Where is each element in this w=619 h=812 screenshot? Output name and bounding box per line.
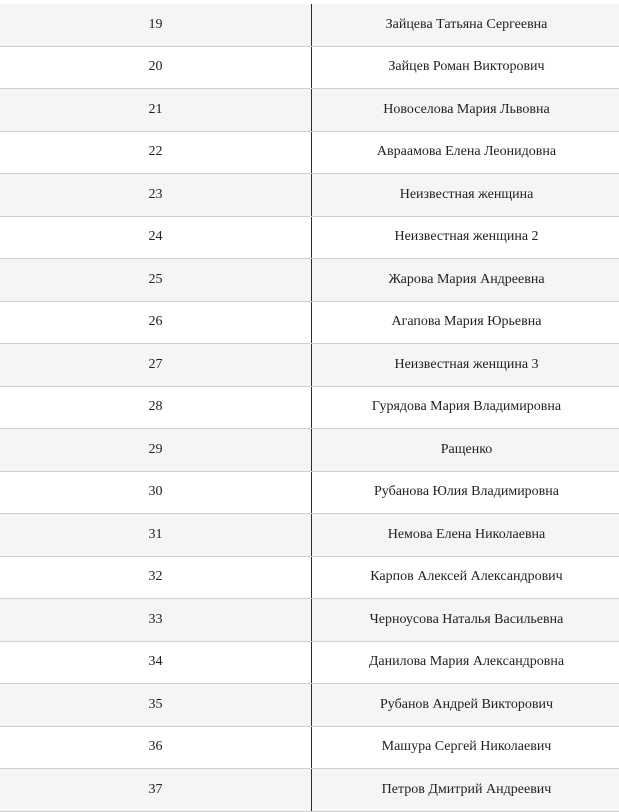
row-number: 20 bbox=[0, 47, 312, 89]
table-row bbox=[0, 429, 619, 472]
person-name: Авраамова Елена Леонидовна bbox=[376, 144, 557, 160]
table-row bbox=[0, 557, 619, 600]
person-name: Ращенко bbox=[440, 441, 493, 457]
person-name: Неизвестная женщина 3 bbox=[394, 356, 539, 372]
row-number: 32 bbox=[0, 557, 312, 599]
row-number: 35 bbox=[0, 684, 312, 726]
person-name: Неизвестная женщина bbox=[399, 186, 534, 202]
person-name: Зайцев Роман Викторович bbox=[388, 59, 545, 75]
table-row bbox=[0, 217, 619, 260]
row-number: 27 bbox=[0, 344, 312, 386]
people-table bbox=[0, 4, 619, 812]
person-name: Гурядова Мария Владимировна bbox=[371, 399, 562, 415]
person-name: Зайцева Татьяна Сергеевна bbox=[385, 16, 548, 32]
table-row bbox=[0, 684, 619, 727]
table-row bbox=[0, 4, 619, 47]
person-name: Карпов Алексей Александрович bbox=[370, 569, 563, 585]
person-name: Данилова Мария Александровна bbox=[368, 654, 565, 670]
table-row bbox=[0, 642, 619, 685]
table-row bbox=[0, 174, 619, 217]
row-number: 37 bbox=[0, 769, 312, 811]
table-row bbox=[0, 259, 619, 302]
table-row bbox=[0, 344, 619, 387]
table-row bbox=[0, 472, 619, 515]
row-number: 23 bbox=[0, 174, 312, 216]
row-number: 29 bbox=[0, 429, 312, 471]
row-number: 19 bbox=[0, 4, 312, 46]
person-name: Машура Сергей Николаевич bbox=[381, 739, 552, 755]
person-name: Неизвестная женщина 2 bbox=[394, 229, 539, 245]
table-row bbox=[0, 89, 619, 132]
row-number: 25 bbox=[0, 259, 312, 301]
person-name: Рубанова Юлия Владимировна bbox=[373, 484, 559, 500]
person-name: Рубанов Андрей Викторович bbox=[380, 696, 553, 712]
row-number: 33 bbox=[0, 599, 312, 641]
person-name: Агапова Мария Юрьевна bbox=[391, 314, 542, 330]
table-row bbox=[0, 47, 619, 90]
table-row bbox=[0, 769, 619, 812]
table-row bbox=[0, 514, 619, 557]
table-row bbox=[0, 599, 619, 642]
person-name: Новоселова Мария Львовна bbox=[383, 101, 550, 117]
row-number: 28 bbox=[0, 387, 312, 429]
table-row bbox=[0, 727, 619, 770]
table-row bbox=[0, 302, 619, 345]
row-number: 31 bbox=[0, 514, 312, 556]
row-number: 36 bbox=[0, 727, 312, 769]
table-row bbox=[0, 132, 619, 175]
person-name: Жарова Мария Андреевна bbox=[388, 271, 545, 287]
row-number: 34 bbox=[0, 642, 312, 684]
person-name: Петров Дмитрий Андреевич bbox=[381, 781, 552, 797]
row-number: 22 bbox=[0, 132, 312, 174]
person-name: Черноусова Наталья Васильевна bbox=[369, 611, 564, 627]
row-number: 26 bbox=[0, 302, 312, 344]
table-row bbox=[0, 387, 619, 430]
row-number: 21 bbox=[0, 89, 312, 131]
person-name: Немова Елена Николаевна bbox=[387, 526, 546, 542]
row-number: 30 bbox=[0, 472, 312, 514]
row-number: 24 bbox=[0, 217, 312, 259]
